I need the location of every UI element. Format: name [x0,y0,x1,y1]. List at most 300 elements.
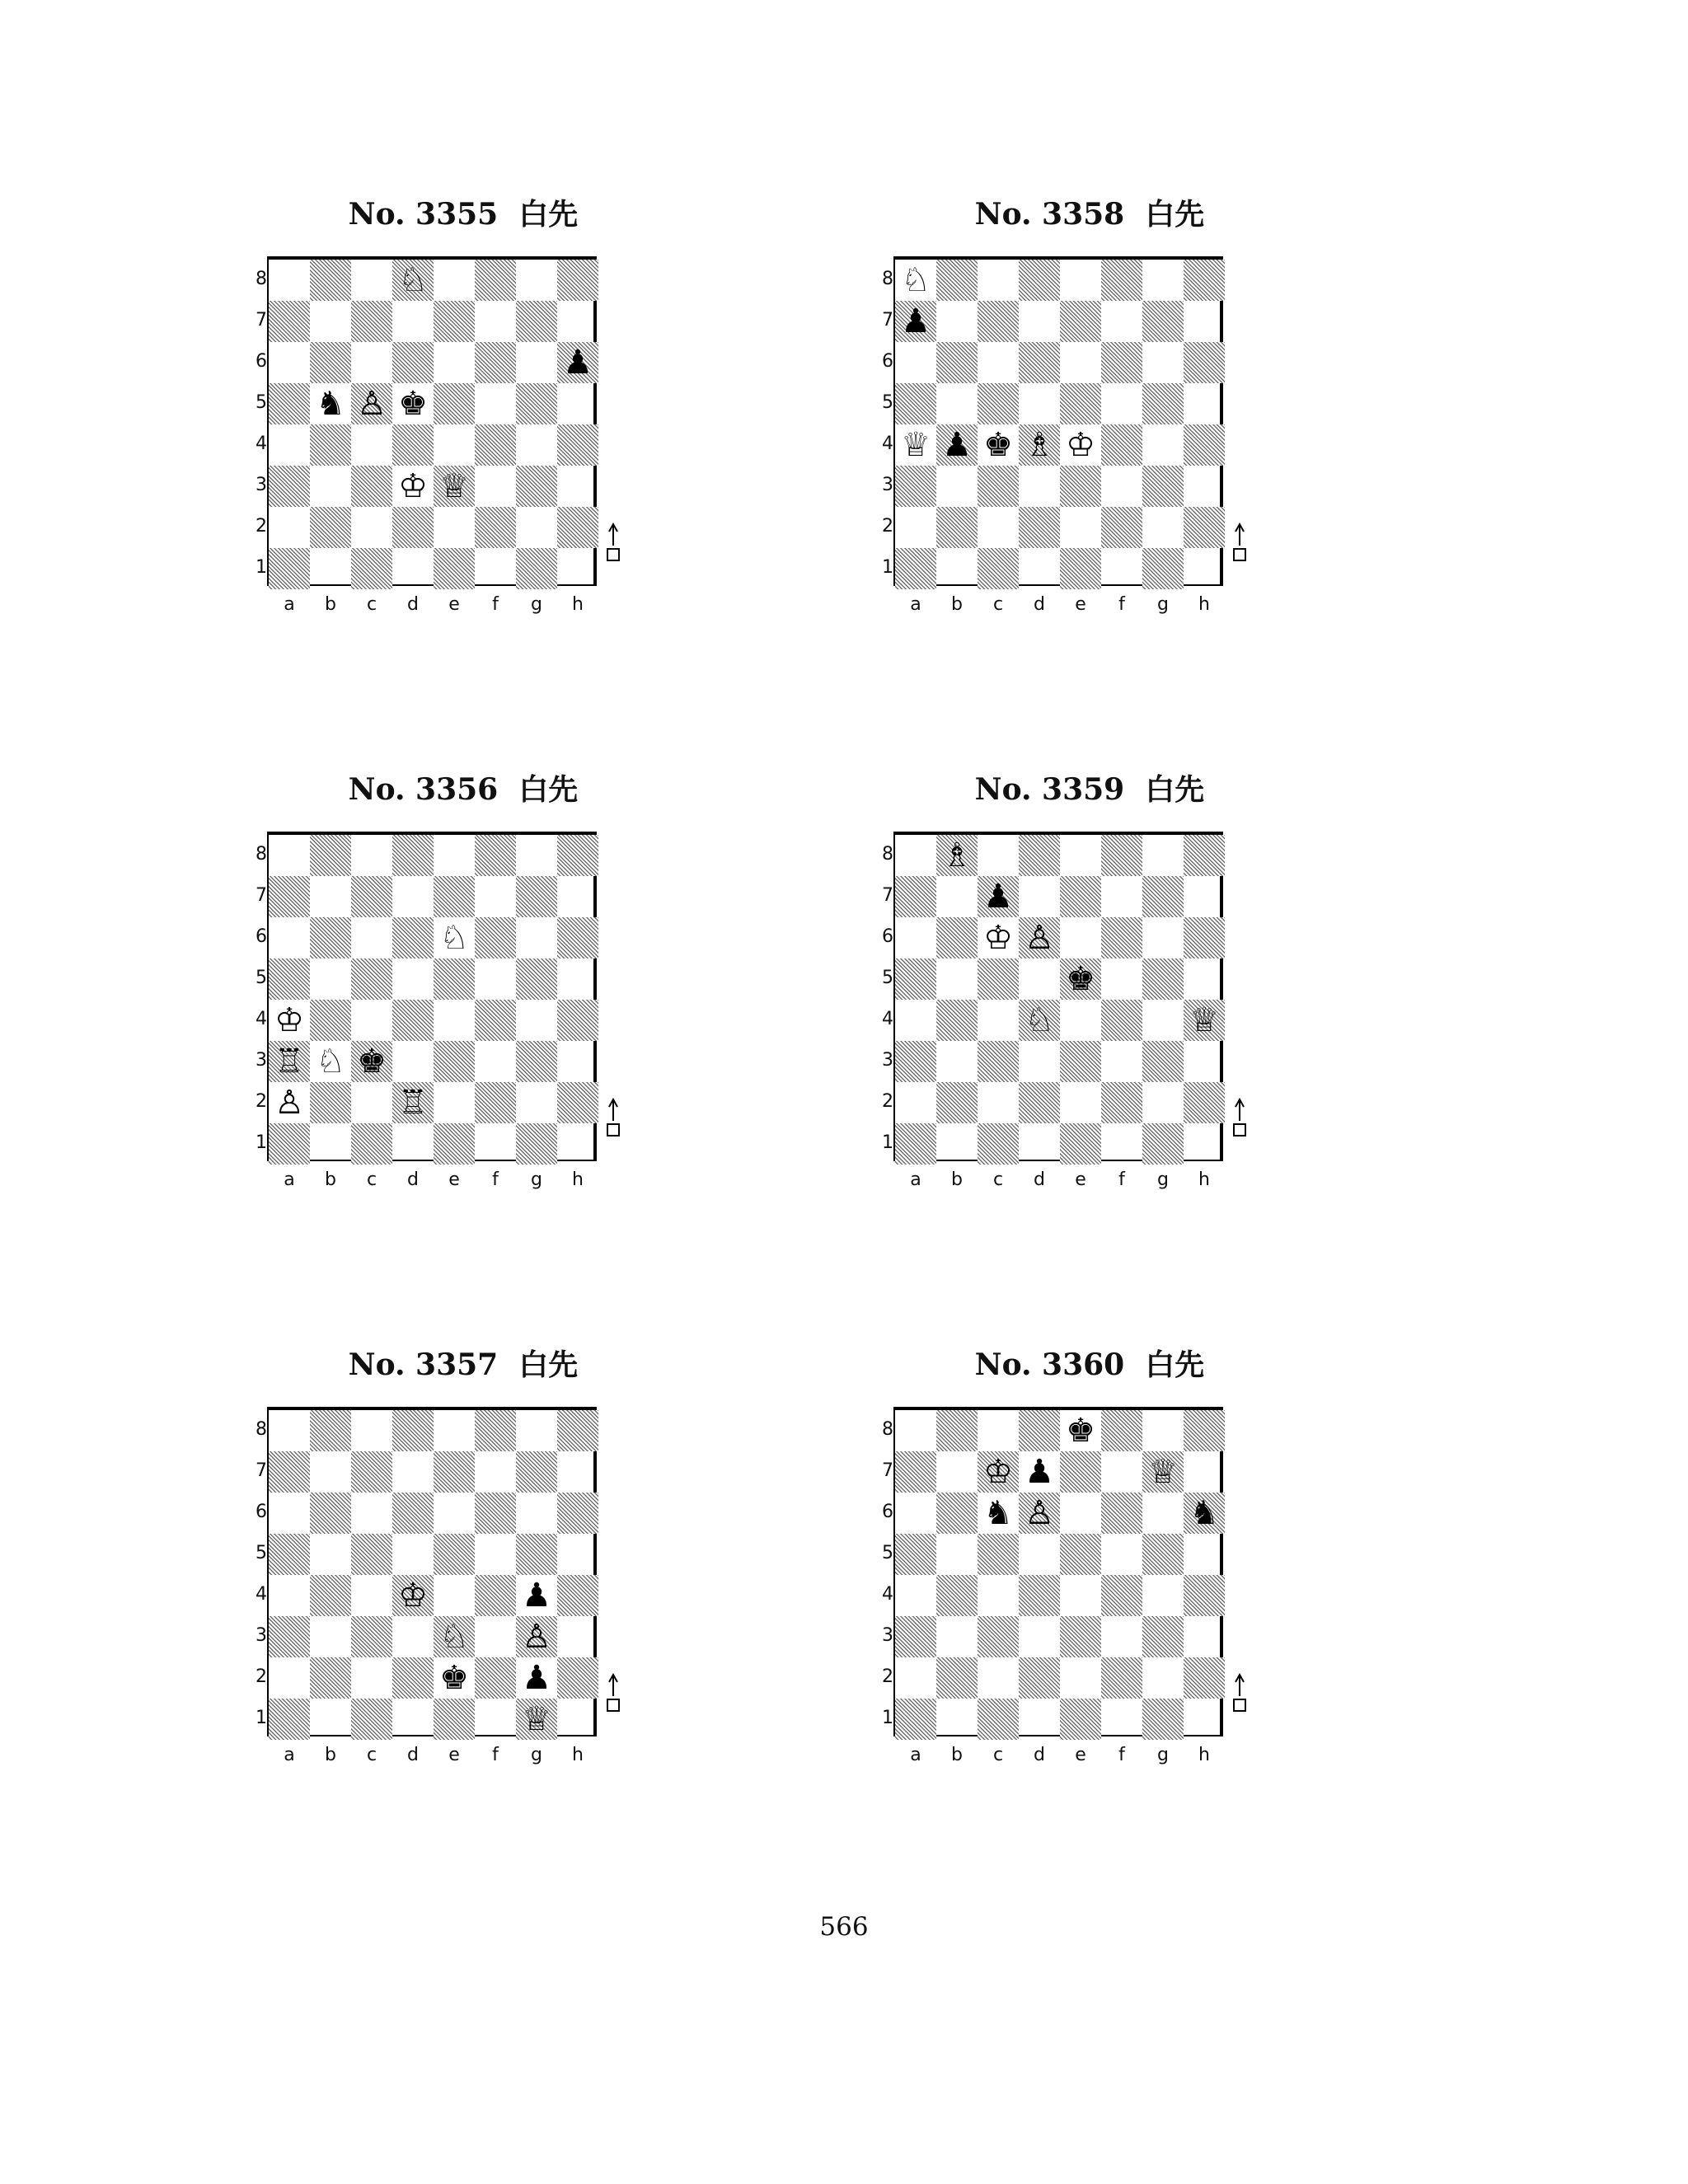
square-h2 [557,1657,598,1699]
square-a1 [895,548,936,589]
white-to-move-arrow-icon [1223,1348,1256,1810]
square-e2 [1060,507,1101,548]
square-h3 [1184,1616,1225,1657]
square-g5 [1142,383,1184,424]
square-g7 [1142,301,1184,342]
rank-label: 1 [882,557,893,578]
file-label: a [284,594,295,615]
square-f2 [475,507,516,548]
square-h3 [557,1041,598,1082]
square-b3 [936,466,978,507]
square-f8 [1101,835,1142,876]
square-d8 [1019,260,1060,301]
square-f4 [475,1575,516,1616]
square-g4 [1142,424,1184,466]
square-h7 [1184,1451,1225,1493]
square-b7 [310,301,351,342]
square-a3 [895,1616,936,1657]
side-to-move: 白先 [518,772,579,807]
side-to-move: 白先 [518,197,579,232]
square-g2 [516,507,557,548]
diagram-no-3357 [232,1348,694,1810]
square-e5 [1060,383,1101,424]
square-e7 [434,301,475,342]
square-f4 [1101,1000,1142,1041]
square-b2 [936,1657,978,1699]
square-b7 [310,876,351,917]
file-label: b [951,1745,963,1765]
square-a6 [895,917,936,958]
square-e3 [434,1041,475,1082]
rank-label: 5 [882,392,893,413]
square-a3 [269,466,310,507]
square-f1 [1101,548,1142,589]
square-e8 [1060,835,1101,876]
white-king-icon: ♔ [274,1001,304,1039]
file-label: b [951,1169,963,1190]
square-d1 [1019,548,1060,589]
square-h4 [557,1575,598,1616]
square-e4 [1060,1575,1101,1616]
square-e6 [434,1493,475,1534]
square-f1 [475,1123,516,1165]
page-number: 566 [819,1912,869,1942]
file-label: e [1075,1745,1086,1765]
white-king-icon: ♔ [983,1453,1013,1491]
black-king-icon: ♚ [398,385,428,423]
square-f7 [475,876,516,917]
square-f4 [475,1000,516,1041]
square-b5 [310,1534,351,1575]
square-f3 [475,466,516,507]
problem-number: No. 3360 [974,1347,1125,1382]
square-f1 [1101,1123,1142,1165]
square-h7 [557,876,598,917]
square-d7 [1019,876,1060,917]
square-g2 [1142,1082,1184,1123]
file-label: g [531,594,542,615]
white-king-icon: ♔ [1066,426,1095,464]
square-c4 [978,1575,1019,1616]
square-c3 [978,1041,1019,1082]
square-d8 [1019,835,1060,876]
square-a5 [269,1534,310,1575]
square-g3 [1142,1616,1184,1657]
rank-label: 5 [882,968,893,988]
square-a2 [895,507,936,548]
square-d2 [1019,1082,1060,1123]
square-f5 [475,383,516,424]
rank-label: 1 [882,1708,893,1728]
square-d3 [1019,1041,1060,1082]
rank-label: 7 [882,1460,893,1481]
square-b6 [310,1493,351,1534]
square-e8 [434,260,475,301]
diagram-no-3355 [232,198,694,659]
square-h4 [557,424,598,466]
square-g1 [1142,1123,1184,1165]
diagram-no-3358 [859,198,1320,659]
file-label: d [1034,1745,1045,1765]
square-b1 [310,548,351,589]
square-c2 [351,1657,392,1699]
file-label: g [531,1745,542,1765]
square-b6 [936,342,978,383]
square-e7 [1060,301,1101,342]
square-g3 [516,466,557,507]
square-e4 [434,1575,475,1616]
file-label: c [992,1169,1004,1190]
file-label: f [1118,1745,1125,1765]
square-f6 [475,917,516,958]
file-label: c [366,1169,377,1190]
square-f6 [1101,917,1142,958]
square-f3 [475,1616,516,1657]
square-b5 [936,383,978,424]
white-to-move-arrow-icon [597,198,630,659]
square-c3 [978,1616,1019,1657]
square-d4 [392,424,434,466]
square-e1 [434,1123,475,1165]
white-pawn-icon: ♙ [1025,1494,1054,1532]
file-label: c [992,1745,1004,1765]
white-knight-icon: ♘ [316,1043,345,1080]
square-b3 [936,1616,978,1657]
square-e6 [434,342,475,383]
rank-label: 6 [256,1502,267,1522]
rank-label: 7 [256,1460,267,1481]
square-b2 [936,1082,978,1123]
white-knight-icon: ♘ [398,261,428,299]
square-e1 [1060,1699,1101,1740]
square-d3 [1019,1616,1060,1657]
black-pawn-icon: ♟ [522,1577,551,1615]
square-d3 [1019,466,1060,507]
square-h6 [557,1493,598,1534]
problem-number: No. 3357 [348,1347,499,1382]
square-c1 [978,1699,1019,1740]
square-b8 [936,1410,978,1451]
square-d2 [1019,507,1060,548]
square-h3 [1184,466,1225,507]
white-king-icon: ♔ [398,467,428,505]
square-b7 [310,1451,351,1493]
square-c2 [351,1082,392,1123]
square-g2 [1142,507,1184,548]
square-d1 [392,1123,434,1165]
rank-label: 2 [256,1666,267,1687]
square-d6 [392,917,434,958]
square-b7 [936,1451,978,1493]
square-f7 [475,301,516,342]
rank-label: 3 [882,1625,893,1646]
square-b4 [936,1000,978,1041]
black-king-icon: ♚ [439,1659,469,1697]
square-a8 [895,835,936,876]
square-e5 [434,383,475,424]
square-f3 [475,1041,516,1082]
problem-number: No. 3356 [348,772,499,807]
file-label: h [1198,1169,1210,1190]
square-a6 [895,342,936,383]
square-e8 [434,835,475,876]
square-f5 [475,958,516,1000]
square-b8 [936,260,978,301]
square-a5 [895,958,936,1000]
diagram-no-3356 [232,773,694,1235]
square-h5 [1184,958,1225,1000]
square-h7 [1184,876,1225,917]
square-b2 [310,1657,351,1699]
square-c4 [978,1000,1019,1041]
square-a6 [269,917,310,958]
rank-label: 8 [882,1419,893,1440]
file-label: c [366,594,377,615]
square-f6 [475,1493,516,1534]
file-label: f [492,594,499,615]
square-c6 [978,342,1019,383]
square-c3 [978,466,1019,507]
square-b1 [936,1699,978,1740]
square-f7 [475,1451,516,1493]
black-knight-icon: ♞ [983,1494,1013,1532]
square-c8 [978,260,1019,301]
square-e8 [434,1410,475,1451]
square-a4 [895,1000,936,1041]
black-pawn-icon: ♟ [563,344,593,382]
square-f1 [475,1699,516,1740]
chess-board [267,1407,597,1736]
file-label: f [492,1169,499,1190]
square-h3 [1184,1041,1225,1082]
file-label: e [448,1169,460,1190]
square-e7 [434,876,475,917]
square-b6 [936,917,978,958]
square-h4 [557,1000,598,1041]
square-h2 [1184,1657,1225,1699]
square-b6 [310,917,351,958]
white-rook-icon: ♖ [398,1084,428,1122]
rank-label: 2 [256,516,267,537]
square-f1 [1101,1699,1142,1740]
square-b4 [936,1575,978,1616]
square-b5 [936,1534,978,1575]
square-g7 [516,876,557,917]
square-f1 [475,548,516,589]
square-f2 [475,1082,516,1123]
square-b7 [936,876,978,917]
file-label: h [1198,1745,1210,1765]
square-e7 [1060,1451,1101,1493]
square-e1 [1060,1123,1101,1165]
square-a3 [895,466,936,507]
square-a7 [269,876,310,917]
square-b2 [936,507,978,548]
square-f6 [1101,1493,1142,1534]
square-h1 [557,1699,598,1740]
rank-label: 6 [882,1502,893,1522]
square-c8 [978,1410,1019,1451]
white-bishop-icon: ♗ [1025,426,1054,464]
square-f2 [1101,1657,1142,1699]
square-g8 [516,260,557,301]
square-h1 [557,548,598,589]
square-d7 [392,1451,434,1493]
square-f4 [475,424,516,466]
square-b1 [310,1123,351,1165]
square-d4 [392,1000,434,1041]
square-h5 [1184,383,1225,424]
square-e1 [434,548,475,589]
black-pawn-icon: ♟ [983,878,1013,916]
square-h2 [557,1082,598,1123]
square-b1 [936,548,978,589]
rank-label: 2 [256,1091,267,1112]
square-b3 [936,1041,978,1082]
square-h3 [557,1616,598,1657]
file-label: a [284,1169,295,1190]
square-h8 [1184,260,1225,301]
square-b2 [310,1082,351,1123]
rank-label: 5 [882,1543,893,1563]
square-g1 [516,1123,557,1165]
square-a1 [895,1123,936,1165]
white-to-move-arrow-icon [1223,198,1256,659]
square-e6 [1060,1493,1101,1534]
square-g5 [516,958,557,1000]
square-e2 [1060,1082,1101,1123]
square-g6 [516,1493,557,1534]
square-d3 [392,1616,434,1657]
square-h7 [1184,301,1225,342]
square-c8 [351,835,392,876]
square-f3 [1101,1616,1142,1657]
white-knight-icon: ♘ [901,261,931,299]
square-d6 [392,342,434,383]
diagram-no-3359 [859,773,1320,1235]
square-c1 [351,1123,392,1165]
square-e7 [1060,876,1101,917]
white-knight-icon: ♘ [439,1618,469,1656]
square-g5 [1142,958,1184,1000]
square-d5 [1019,958,1060,1000]
rank-label: 5 [256,1543,267,1563]
black-pawn-icon: ♟ [522,1659,551,1697]
square-a2 [895,1082,936,1123]
square-g5 [1142,1534,1184,1575]
square-a6 [895,1493,936,1534]
square-e5 [434,1534,475,1575]
square-a6 [269,342,310,383]
square-f8 [1101,1410,1142,1451]
square-g4 [1142,1575,1184,1616]
square-b7 [936,301,978,342]
square-a5 [269,383,310,424]
square-b8 [310,835,351,876]
square-f8 [475,1410,516,1451]
white-pawn-icon: ♙ [522,1618,551,1656]
square-h4 [1184,424,1225,466]
square-h8 [557,1410,598,1451]
file-label: h [572,1169,584,1190]
file-label: c [366,1745,377,1765]
square-e4 [434,1000,475,1041]
square-e3 [1060,1616,1101,1657]
square-c2 [978,1082,1019,1123]
square-g8 [516,1410,557,1451]
square-f2 [1101,1082,1142,1123]
white-bishop-icon: ♗ [942,837,972,874]
side-to-move: 白先 [1145,1347,1205,1382]
chess-board [893,832,1223,1161]
square-c4 [351,1000,392,1041]
square-g7 [516,1451,557,1493]
square-d2 [392,1657,434,1699]
square-e1 [1060,548,1101,589]
file-label: e [1075,1169,1086,1190]
file-label: f [492,1745,499,1765]
square-c1 [978,548,1019,589]
file-label: h [572,594,584,615]
square-a6 [269,1493,310,1534]
rank-label: 5 [256,392,267,413]
square-a8 [269,835,310,876]
square-e7 [434,1451,475,1493]
rank-label: 6 [256,926,267,947]
square-d2 [1019,1657,1060,1699]
square-d3 [392,1041,434,1082]
square-e2 [1060,1657,1101,1699]
rank-label: 8 [256,844,267,865]
file-label: h [572,1745,584,1765]
square-f3 [1101,1041,1142,1082]
square-c1 [351,548,392,589]
square-b5 [936,958,978,1000]
rank-label: 7 [882,885,893,906]
white-knight-icon: ♘ [439,919,469,957]
square-h6 [1184,917,1225,958]
square-h1 [557,1123,598,1165]
square-b3 [310,1616,351,1657]
file-label: a [910,594,921,615]
square-a7 [269,301,310,342]
black-king-icon: ♚ [357,1043,387,1080]
square-h5 [557,1534,598,1575]
file-label: b [951,594,963,615]
rank-label: 6 [882,351,893,372]
black-pawn-icon: ♟ [901,302,931,340]
file-label: g [531,1169,542,1190]
rank-label: 1 [256,1132,267,1153]
file-label: d [407,594,419,615]
square-a7 [895,1451,936,1493]
rank-label: 4 [256,434,267,454]
square-a4 [895,1575,936,1616]
square-a2 [269,507,310,548]
side-to-move: 白先 [518,1347,579,1382]
square-h8 [557,260,598,301]
square-g7 [1142,876,1184,917]
rank-label: 3 [882,1050,893,1071]
square-g3 [1142,1041,1184,1082]
white-king-icon: ♔ [983,919,1013,957]
square-h5 [557,383,598,424]
square-g8 [516,835,557,876]
file-label: d [1034,594,1045,615]
square-a5 [895,383,936,424]
rank-label: 3 [256,1625,267,1646]
square-a8 [895,1410,936,1451]
